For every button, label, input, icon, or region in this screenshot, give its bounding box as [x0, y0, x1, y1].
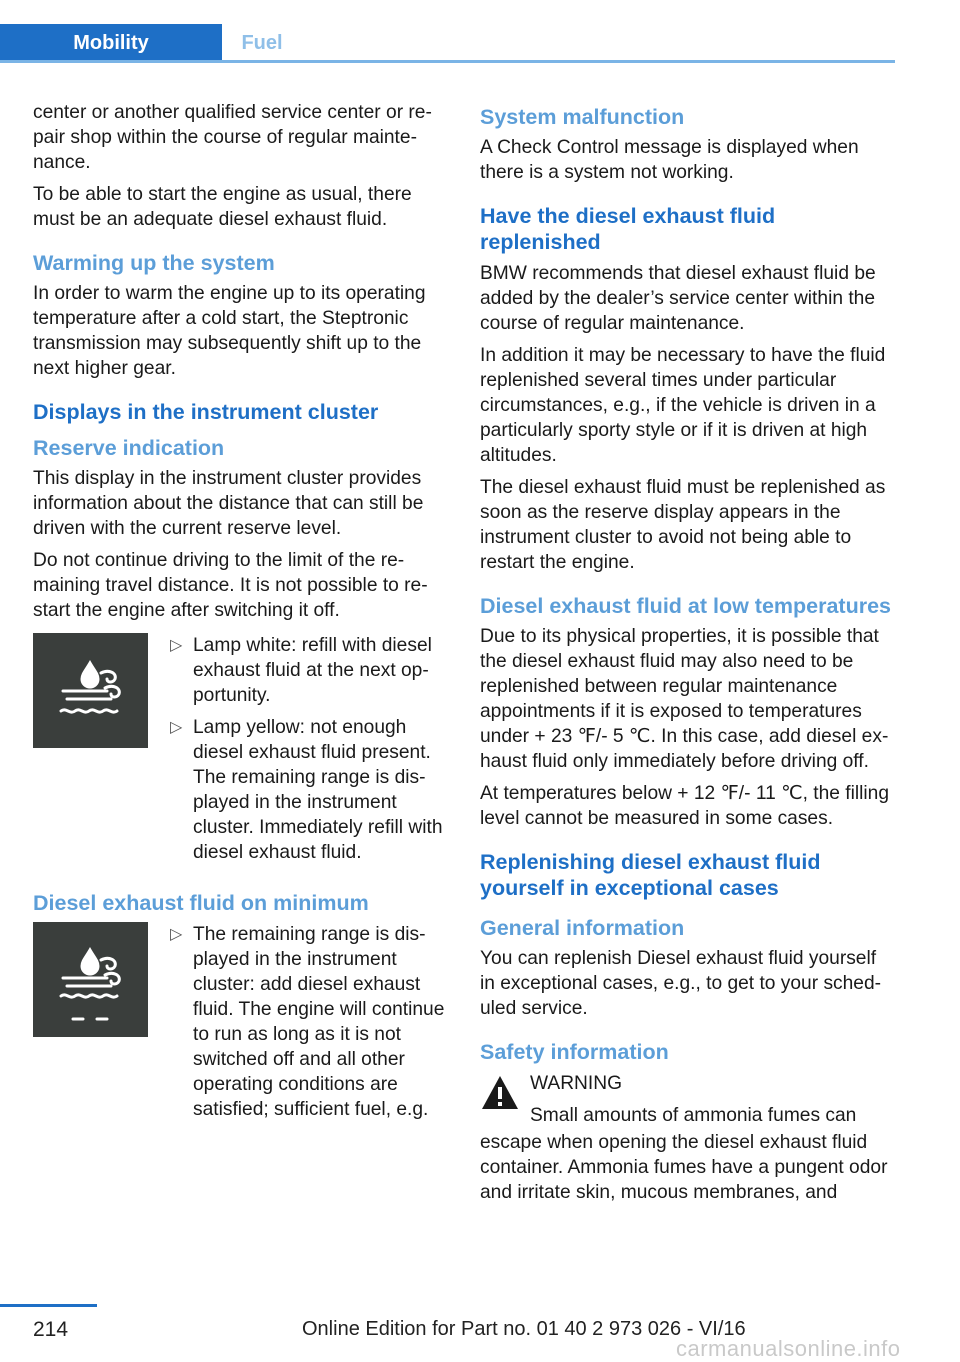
heading-system-malfunction: System malfunction: [480, 105, 685, 129]
paragraph: To be able to start the engine as usual, there must be an adequate diesel exhaust fluid.: [33, 184, 412, 230]
paragraph: Due to its physical properties, it is possible that the diesel exhaust fluid may also need to be replenished between regular maintenance appointments if it is exposed to temperatures under + 23 ℉/- 5 ℃. In this case, add diesel exhaust fluid only immediately before driving off.: [480, 626, 889, 772]
reserve-bullet-list: [170, 633, 449, 872]
page-number: 214: [33, 1318, 69, 1341]
paragraph: At temperatures below + 12 ℉/- 11 ℃, the filling level cannot be measured in some cases.: [480, 783, 890, 829]
heading-low-temperatures: Diesel exhaust fluid at low temperatures: [480, 594, 892, 618]
minimum-bullet-list: [170, 922, 449, 1129]
paragraph: This display in the instrument cluster provides information about the distance that can still be driven with the current reserve level.: [33, 468, 424, 539]
heading-have-replenished: Have the diesel exhaust fluid replenished: [480, 204, 776, 254]
footer-divider: [0, 1304, 97, 1307]
header-tabs: [0, 24, 895, 62]
warning-title: WARNING: [530, 1073, 623, 1094]
heading-displays: Displays in the instrument cluster: [33, 400, 379, 424]
heading-safety-information: Safety information: [480, 1040, 669, 1064]
watermark: carmanualsonline.info: [676, 1336, 901, 1361]
paragraph: In order to warm the engine up to its operating temperature after a cold start, the Steptronic transmission may subsequently shift up to the next higher gear.: [33, 283, 426, 379]
paragraph: BMW recommends that diesel exhaust fluid be added by the dealer’s service center within the course of regular maintenance.: [480, 263, 876, 334]
diesel-exhaust-fluid-icon: [33, 922, 148, 1037]
paragraph: You can replenish Diesel exhaust fluid yourself in exceptional cases, e.g., to get to your scheduled service.: [480, 948, 882, 1019]
heading-general-information: General information: [480, 916, 685, 940]
tab-mobility[interactable]: Mobility: [0, 24, 222, 62]
reserve-figure-row: [33, 633, 449, 872]
list-item-text: The remaining range is displayed in the instrument cluster: add diesel exhaust fluid. The engine will continue to run as long as it is not switched off and all other operating conditions are satisfied; sufficient fuel, e.g.: [193, 924, 445, 1120]
heading-reserve-indication: Reserve indication: [33, 436, 225, 460]
paragraph: A Check Control message is displayed when there is a system not working.: [480, 137, 859, 183]
warning-block: [480, 1071, 896, 1128]
edition-text: Online Edition for Part no. 01 40 2 973 026 - VI/16: [302, 1318, 746, 1340]
paragraph: The diesel exhaust fluid must be replenished as soon as the reserve display appears in the instrument cluster to avoid not being able to restart the engine.: [480, 477, 886, 573]
heading-replenishing-yourself: Replenishing diesel exhaust fluid yourself in exceptional cases: [480, 850, 821, 900]
right-column: [480, 100, 896, 1212]
triangle-bullet-icon: ▷: [170, 719, 183, 736]
paragraph: center or another qualified service center or repair shop within the course of regular maintenance.: [33, 102, 432, 173]
header-divider: [0, 60, 895, 63]
list-item-text: Lamp yellow: not enough diesel exhaust fluid present. The remaining range is displayed in the instrument cluster. Immediately refill with diesel exhaust fluid.: [193, 717, 443, 863]
warning-text: escape when opening the diesel exhaust fluid container. Ammonia fumes have a pungent odor and irritate skin, mucous membranes, and: [480, 1132, 888, 1203]
triangle-bullet-icon: ▷: [170, 637, 183, 654]
list-item-text: Lamp white: refill with diesel exhaust fluid at the next opportunity.: [193, 635, 432, 706]
warning-triangle-icon: [480, 1073, 520, 1113]
minimum-figure-row: [33, 922, 449, 1129]
tab-fuel[interactable]: Fuel: [241, 32, 283, 54]
diesel-exhaust-fluid-icon: [33, 633, 148, 748]
warning-text-first: Small amounts of ammonia fumes can: [530, 1105, 857, 1126]
heading-minimum: Diesel exhaust fluid on minimum: [33, 891, 369, 915]
heading-warming-up: Warming up the system: [33, 251, 275, 275]
list-item: [170, 633, 449, 708]
paragraph: In addition it may be necessary to have the fluid replenished several times under particular circumstances, e.g., if the vehicle is driven in a particularly sporty style or if it is driven at high altitudes.: [480, 345, 886, 466]
list-item: [170, 715, 449, 865]
paragraph: Do not continue driving to the limit of the remaining travel distance. It is not possible to restart the engine after switching it off.: [33, 550, 428, 621]
left-column: [33, 100, 449, 1133]
list-item: [170, 922, 449, 1122]
triangle-bullet-icon: ▷: [170, 926, 183, 943]
